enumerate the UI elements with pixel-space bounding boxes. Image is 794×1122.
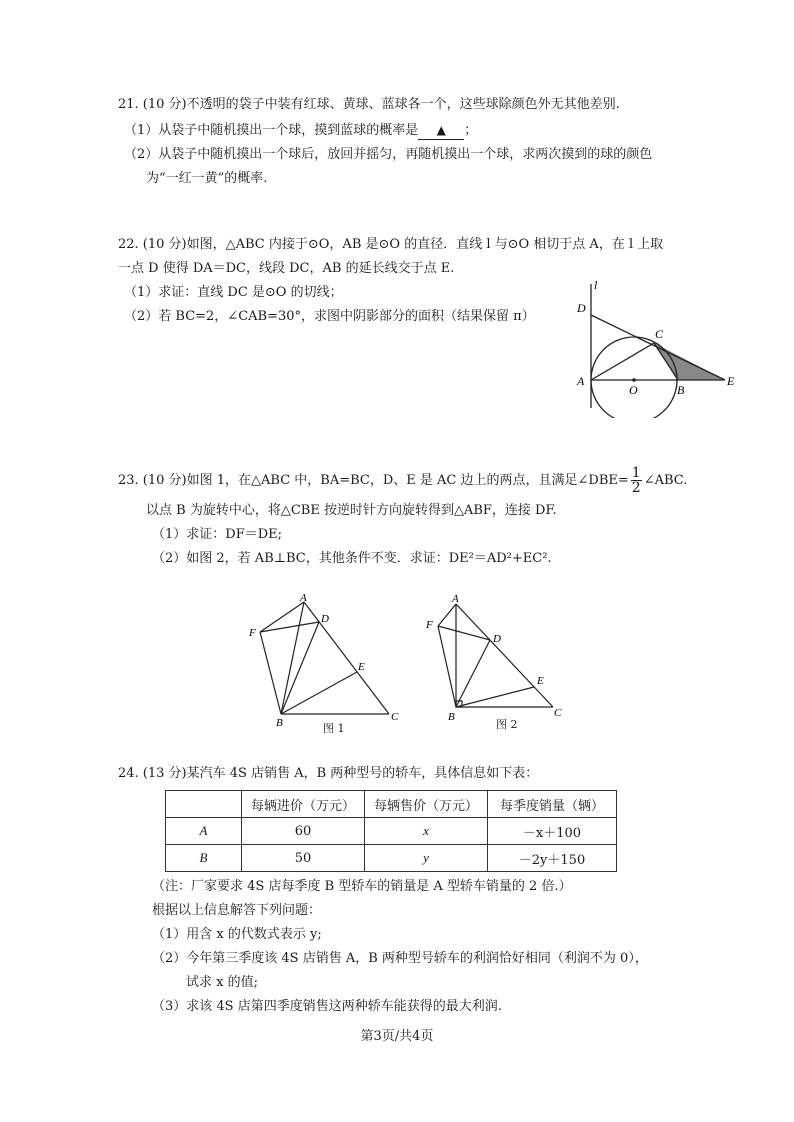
fraction-half <box>631 466 642 495</box>
q22-figure <box>568 276 748 418</box>
q21-part1-end: ； <box>464 123 478 138</box>
q22-part2: （2）若 BC=2，∠CAB=30°，求图中阴影部分的面积（结果保留 π） <box>124 309 535 324</box>
segment-bd <box>281 622 319 714</box>
q23-part2: （2）如图 2，若 AB⊥BC，其他条件不变．求证：DE²＝AD²+EC². <box>152 551 552 566</box>
label-e: E <box>537 675 544 687</box>
q22-stem-line1: 22. (10 分)如图，△ABC 内接于⊙O，AB 是⊙O 的直径．直线 l 与⊙O 相切于点 A，在 l 上取 <box>118 237 664 252</box>
table-header-row <box>166 791 617 818</box>
table-header-cell: 每季度销量（辆） <box>488 791 617 818</box>
table-cell: A <box>166 818 242 845</box>
label-e: E <box>727 374 735 388</box>
segment-de <box>591 315 725 380</box>
q23-part1: （1）求证：DF＝DE; <box>152 527 283 542</box>
q23-stem-text-end: ∠ABC. <box>643 473 688 488</box>
segment-ac <box>304 602 389 714</box>
label-f: F <box>426 619 433 631</box>
table-header-cell: 每辆进价（万元） <box>242 791 365 818</box>
label-e: E <box>358 661 365 673</box>
label-a: A <box>577 374 585 388</box>
label-o: O <box>629 383 638 397</box>
fraction-numerator: 1 <box>631 465 641 481</box>
q21-stem: 21. (10 分)不透明的袋子中装有红球、黄球、蓝球各一个，这些球除颜色外无其他差别. <box>118 97 620 112</box>
table-cell: 50 <box>242 845 365 872</box>
q21-part1-text: （1）从袋子中随机摸出一个球，摸到蓝球的概率是 <box>124 123 419 138</box>
label-b: B <box>276 717 283 729</box>
q22-part1: （1）求证：直线 DC 是⊙O 的切线； <box>124 285 343 300</box>
center-point <box>632 378 636 382</box>
answer-blank: ▲ <box>418 121 464 140</box>
segment-fd <box>438 626 490 640</box>
q24-part2-line2: 试求 x 的值; <box>186 975 258 990</box>
label-c: C <box>391 711 399 723</box>
q21-part2-line2: 为“一红一黄”的概率. <box>146 171 268 186</box>
q23-stem-line1 <box>118 465 687 497</box>
q23-figure-1 <box>244 592 404 740</box>
table-row <box>166 818 617 845</box>
label-f: F <box>249 627 256 639</box>
segment-ab <box>281 602 304 714</box>
q21-part1 <box>124 121 477 140</box>
q23-stem-line2: 以点 B 为旋转中心，将△CBE 按逆时针方向旋转得到△ABF，连接 DF. <box>146 503 557 518</box>
page-footer: 第3页/共4页 <box>360 1029 434 1044</box>
q22-stem-line2: 一点 D 使得 DA＝DC，线段 DC，AB 的延长线交于点 E. <box>118 261 455 276</box>
table-cell: x <box>365 818 488 845</box>
segment-fb <box>438 626 456 707</box>
figure-1-caption: 图 1 <box>323 722 345 735</box>
q21-part2-line1: （2）从袋子中随机摸出一个球后，放回并摇匀，再随机摸出一个球，求两次摸到的球的颜色 <box>124 147 653 162</box>
table-header-cell: 每辆售价（万元） <box>365 791 488 818</box>
segment-af <box>260 602 304 632</box>
label-c: C <box>554 707 562 719</box>
segment-be <box>456 687 534 707</box>
q24-note: （注：厂家要求 4S 店每季度 B 型轿车的销量是 A 型轿车销量的 2 倍.） <box>152 879 572 894</box>
table-cell: －x＋100 <box>488 818 617 845</box>
table-cell: y <box>365 845 488 872</box>
q24-stem: 24. (13 分)某汽车 4S 店销售 A，B 两种型号的轿车，具体信息如下表： <box>118 766 539 781</box>
segment-ac <box>456 604 553 707</box>
segment-fb <box>260 632 281 714</box>
label-d: D <box>577 301 586 315</box>
label-c: C <box>655 327 664 341</box>
label-l: l <box>594 278 598 292</box>
label-a: A <box>452 593 459 605</box>
label-d: D <box>321 613 329 625</box>
q24-intro: 根据以上信息解答下列问题： <box>152 903 322 918</box>
segment-fd <box>260 622 319 632</box>
segment-af <box>438 604 456 626</box>
q24-part2-line1: （2）今年第三季度该 4S 店销售 A，B 两种型号轿车的利润恰好相同（利润不为 0）， <box>152 951 648 966</box>
table-header-cell <box>166 791 242 818</box>
circle-o <box>591 337 677 418</box>
q24-part3: （3）求该 4S 店第四季度销售这两种轿车能获得的最大利润. <box>152 999 502 1014</box>
label-b: B <box>448 711 455 723</box>
label-a: A <box>300 592 307 604</box>
label-b: B <box>677 383 685 397</box>
table-cell: 60 <box>242 818 365 845</box>
label-d: D <box>493 633 501 645</box>
segment-be <box>281 672 357 714</box>
q24-part1: （1）用含 x 的代数式表示 y; <box>152 927 322 942</box>
segment-bd <box>456 640 490 707</box>
q23-stem-text: 23. (10 分)如图 1，在△ABC 中，BA=BC，D、E 是 AC 边上的两点，且满足∠DBE= <box>118 473 629 488</box>
figure-2-caption: 图 2 <box>496 718 518 731</box>
table-cell: B <box>166 845 242 872</box>
segment-ac <box>591 343 654 380</box>
table-row <box>166 845 617 872</box>
vehicle-info-table <box>165 790 617 872</box>
fraction-denominator: 2 <box>631 480 641 496</box>
table-cell: －2y＋150 <box>488 845 617 872</box>
